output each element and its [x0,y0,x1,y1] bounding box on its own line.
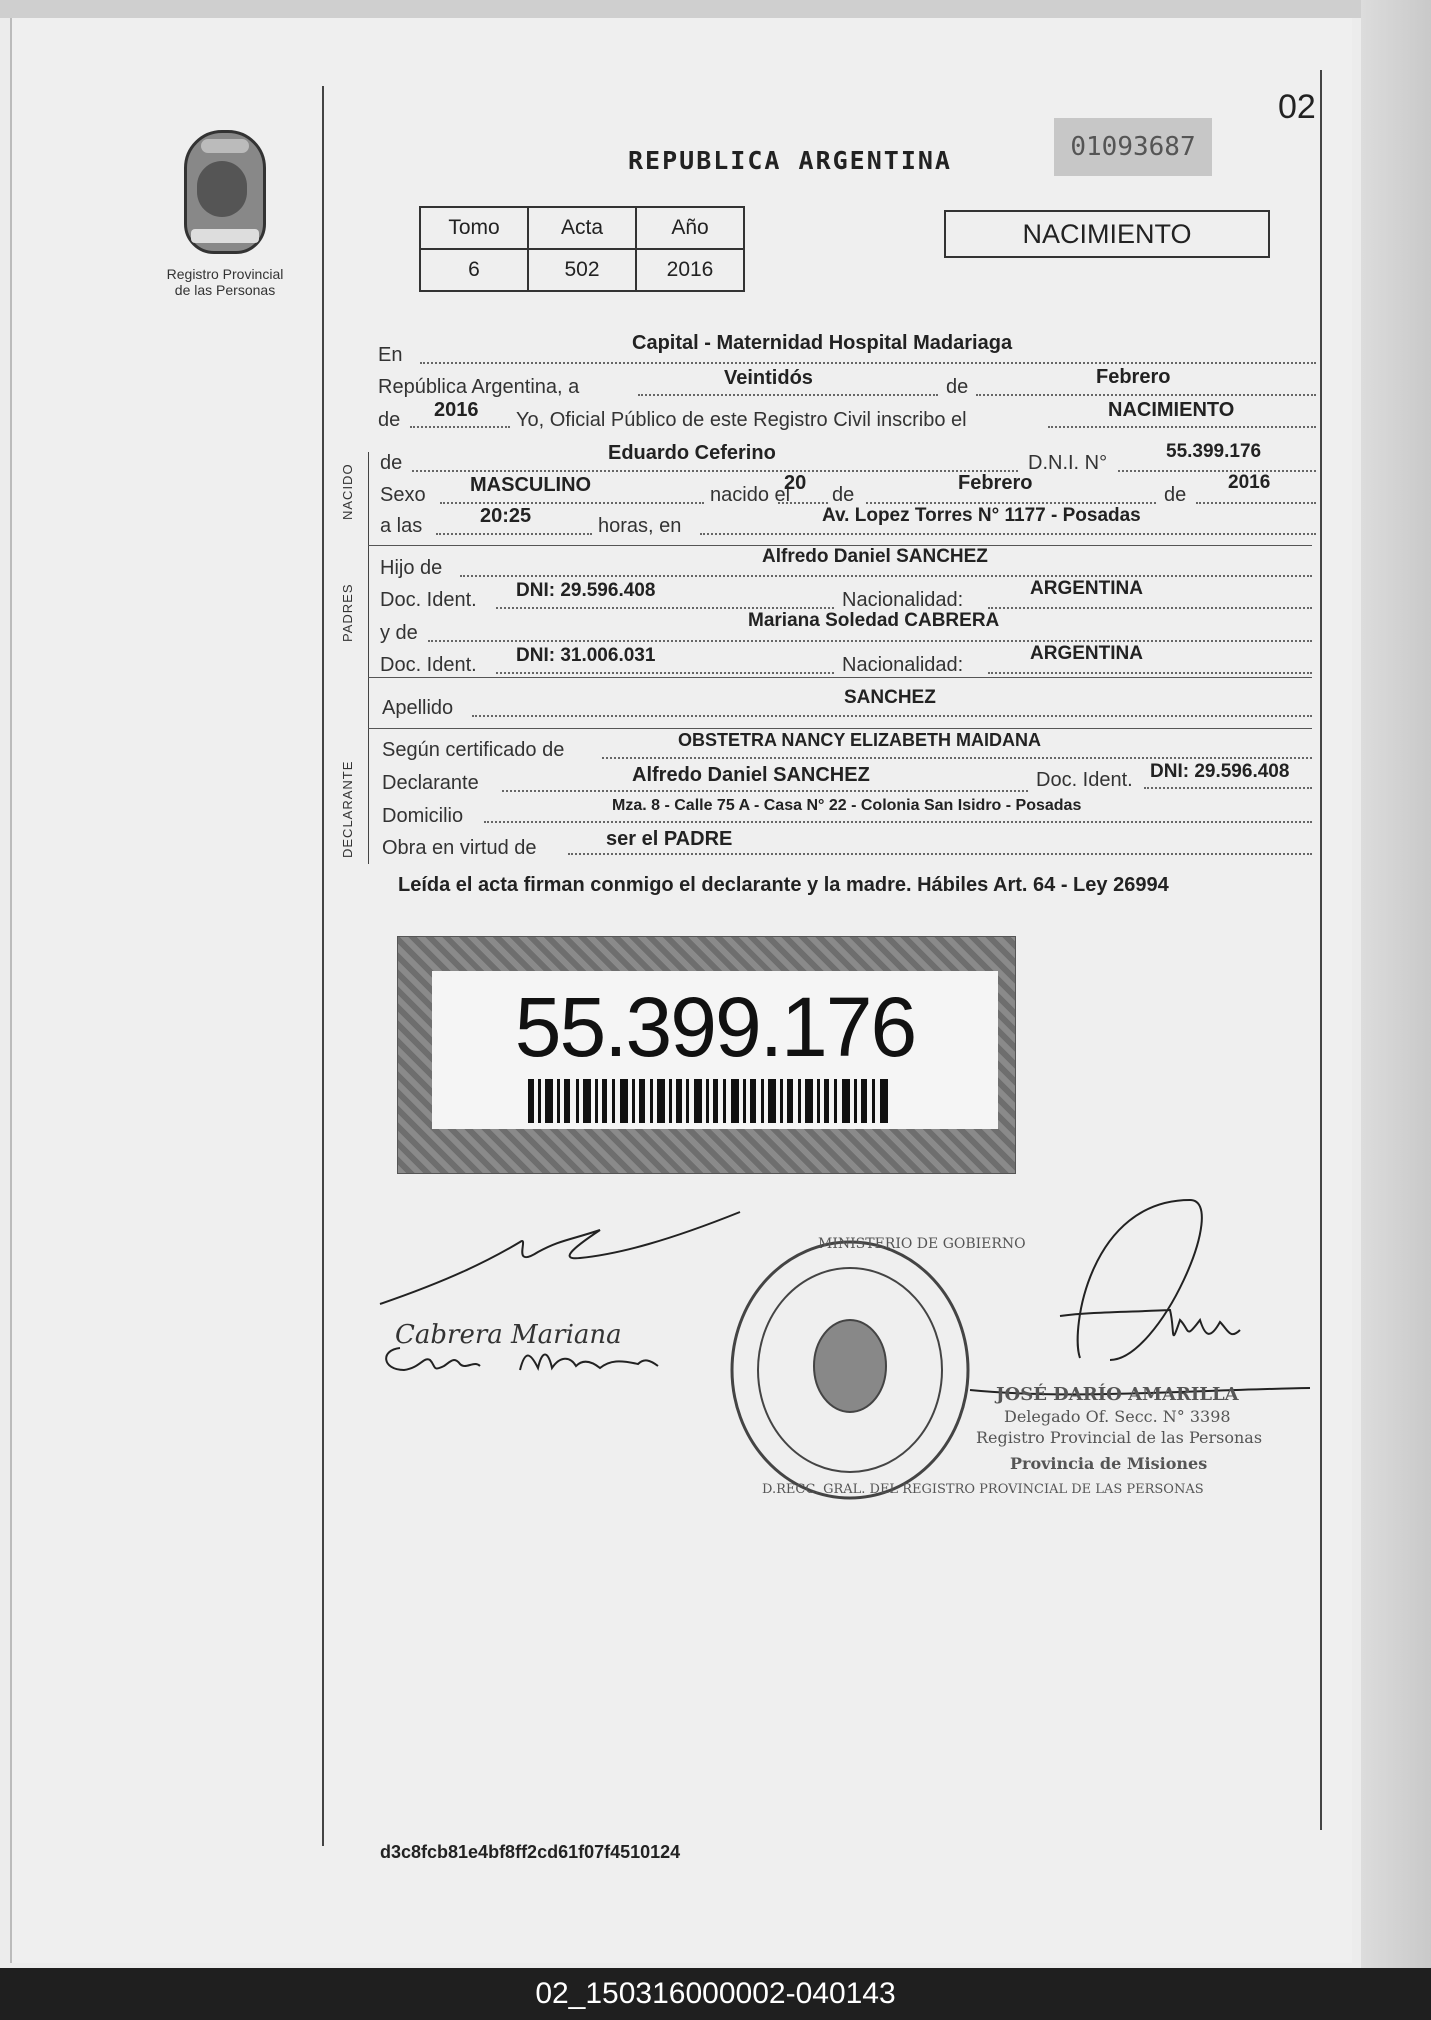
country-title: REPUBLICA ARGENTINA [628,146,952,175]
value-mother: Mariana Soledad CABRERA [748,610,1000,631]
dotted-line [1144,785,1312,789]
dotted-line [1118,468,1316,472]
label-name-de: de [380,452,403,474]
dotted-line [988,670,1312,674]
logo-caption [150,266,300,298]
dotted-line [568,851,1312,855]
stamp-ring-text: D.RECC. GRAL. DEL REGISTRO PROVINCIAL DE LAS PERSONAS [762,1482,1204,1497]
registry-stamp [732,1242,968,1498]
dotted-line [484,819,1312,823]
value-declarante: Alfredo Daniel SANCHEZ [632,764,870,786]
value-day-text: Veintidós [724,367,813,389]
section-label-declarante: DECLARANTE [340,760,355,858]
label-nac-father: Nacionalidad: [842,589,964,611]
label-inscribo: Yo, Oficial Público de este Registro Civil inscribo el [516,409,967,431]
dotted-line [778,500,828,504]
dotted-line [988,605,1312,609]
page-edge-top [0,0,1431,18]
file-id: 02_150316000002-040143 [535,1977,896,2010]
label-birth-de-1: de [832,484,855,506]
label-obra: Obra en virtud de [382,837,537,859]
section-separator-2 [368,677,1312,678]
official-name: JOSÉ DARÍO AMARILLA [996,1384,1239,1405]
dotted-line [602,755,1312,759]
label-de-month: de [946,376,969,398]
dni-sticker [397,936,1016,1174]
logo-caption-line-2: de las Personas [174,282,276,298]
dotted-line [472,713,1312,717]
dotted-line [460,573,1312,577]
value-certificado: OBSTETRA NANCY ELIZABETH MAIDANA [678,730,1041,750]
label-doc-declarante: Doc. Ident. [1036,769,1133,791]
section-divider-line [368,452,369,864]
label-dni: D.N.I. N° [1028,452,1108,474]
section-separator-3 [368,728,1312,729]
value-father: Alfredo Daniel SANCHEZ [762,546,988,567]
label-y-de: y de [380,622,418,644]
label-birth-de-2: de [1164,484,1187,506]
dotted-line [1196,500,1316,504]
dotted-line [1048,424,1316,428]
dotted-line [440,500,704,504]
section-label-nacido: NACIDO [340,463,355,520]
value-event: NACIMIENTO [1108,399,1235,421]
value-place: Capital - Maternidad Hospital Madariaga [632,332,1013,354]
barcode-icon [528,1079,894,1123]
value-time: 20:25 [480,505,532,527]
dni-sticker-number: 55.399.176 [514,980,916,1074]
act-type-box: NACIMIENTO [944,210,1270,258]
legal-text: Leída el acta firman conmigo el declarante y la madre. Hábiles Art. 64 - Ley 26994 [398,874,1169,896]
label-domicilio: Domicilio [382,805,464,827]
header-anio: Año [636,207,744,249]
logo-caption-line-1: Registro Provincial [166,266,284,282]
value-month-text: Febrero [1096,366,1171,388]
value-tomo: 6 [420,249,528,291]
registry-table-header-row [420,207,744,249]
value-sexo: MASCULINO [470,474,592,496]
mother-signature-text: Cabrera Mariana [395,1320,622,1350]
frame-right-line [1320,70,1322,1830]
document-hash: d3c8fcb81e4bf8ff2cd61f07f4510124 [380,1842,681,1862]
value-mother-doc: DNI: 31.006.031 [516,645,656,666]
value-obra: ser el PADRE [606,828,733,850]
label-nac-mother: Nacionalidad: [842,654,964,676]
dotted-line [496,670,834,674]
dotted-line [412,468,1018,472]
official-signature-stroke [380,1212,740,1304]
dni-sticker-label [432,971,998,1129]
dotted-line [700,531,1316,535]
dotted-line [976,392,1316,396]
frame-left-line [322,86,324,1846]
serial-number: 01093687 [1054,118,1212,176]
official-title: Delegado Of. Secc. N° 3398 [1004,1407,1231,1426]
value-mother-nat: ARGENTINA [1030,643,1143,664]
dotted-line [420,360,1316,364]
label-republica: República Argentina, a [378,376,580,398]
value-child-name: Eduardo Ceferino [608,442,776,464]
value-year: 2016 [434,399,479,421]
registry-table [419,206,745,292]
label-a-las: a las [380,515,423,537]
file-id-bar [0,1968,1431,2020]
page-number: 02 [1278,88,1316,126]
dotted-line [638,392,938,396]
value-acta: 502 [528,249,636,291]
label-nacido-el: nacido el [710,484,791,506]
value-domicilio: Mza. 8 - Calle 75 A - Casa N° 22 - Colonia San Isidro - Posadas [612,797,1082,814]
stamp-inner-text: MINISTERIO DE GOBIERNO [818,1236,1026,1252]
registry-table-value-row [420,249,744,291]
value-father-nat: ARGENTINA [1030,578,1143,599]
label-en: En [378,344,403,366]
label-de-year: de [378,409,401,431]
label-sexo: Sexo [380,484,426,506]
dotted-line [410,424,510,428]
value-declarante-doc: DNI: 29.596.408 [1150,761,1290,782]
label-declarante: Declarante [382,772,479,794]
header-tomo: Tomo [420,207,528,249]
mother-signature-stroke [386,1348,658,1370]
dotted-line [502,788,1028,792]
misiones-seal-icon [184,130,266,254]
value-birth-year: 2016 [1228,472,1271,493]
registrar-signature-stroke [970,1200,1310,1394]
value-anio: 2016 [636,249,744,291]
registry-logo [150,130,300,298]
page-edge-right [1361,0,1431,1968]
value-apellido: SANCHEZ [844,687,936,708]
label-doc-father: Doc. Ident. [380,589,477,611]
label-certificado: Según certificado de [382,739,565,761]
label-apellido: Apellido [382,697,454,719]
dotted-line [866,500,1156,504]
value-child-dni: 55.399.176 [1166,441,1262,462]
value-father-doc: DNI: 29.596.408 [516,580,656,601]
header-acta: Acta [528,207,636,249]
official-province: Provincia de Misiones [1010,1454,1208,1473]
value-birth-place: Av. Lopez Torres N° 1177 - Posadas [822,505,1141,526]
label-horas-en: horas, en [598,515,682,537]
dotted-line [436,531,592,535]
label-doc-mother: Doc. Ident. [380,654,477,676]
dotted-line [428,638,1312,642]
section-label-padres: PADRES [340,583,355,642]
label-hijo-de: Hijo de [380,557,443,579]
official-office: Registro Provincial de las Personas [976,1428,1263,1447]
value-birth-day: 20 [784,472,807,494]
value-birth-month: Febrero [958,472,1033,494]
dotted-line [496,605,834,609]
